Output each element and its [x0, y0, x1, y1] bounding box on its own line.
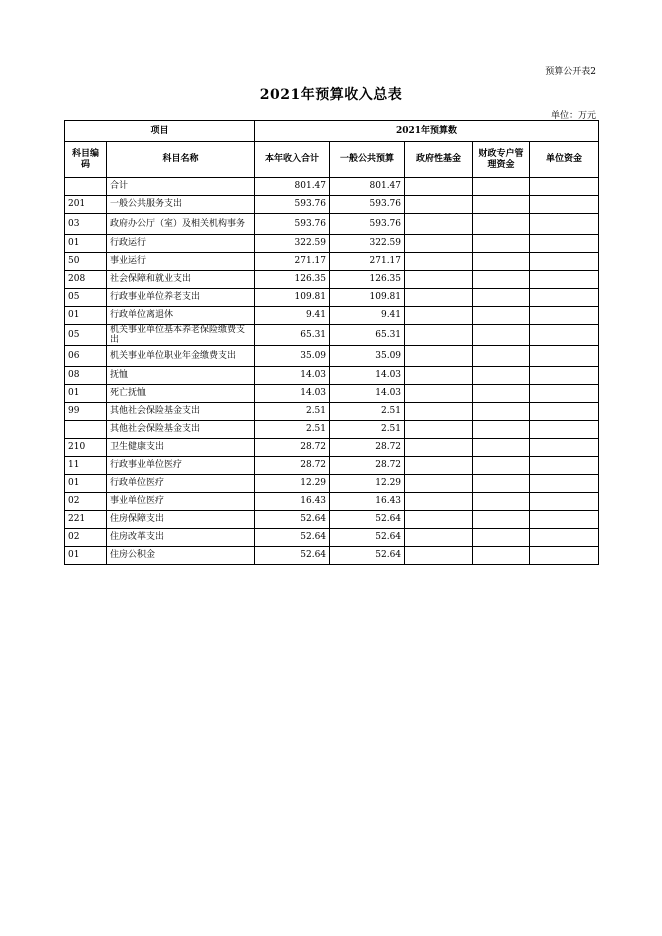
- unit-funds-cell: [530, 547, 599, 565]
- column-header-government-fund: 政府性基金: [405, 142, 473, 178]
- name-cell: 其他社会保险基金支出: [107, 403, 255, 421]
- general-budget-cell: 65.31: [330, 325, 405, 346]
- unit-funds-cell: [530, 403, 599, 421]
- table-row: [65, 253, 599, 271]
- special-account-cell: [473, 511, 530, 529]
- government-fund-cell: [405, 289, 473, 307]
- name-cell: 卫生健康支出: [107, 439, 255, 457]
- unit-funds-cell: [530, 271, 599, 289]
- table-row: [65, 289, 599, 307]
- special-account-cell: [473, 271, 530, 289]
- general-budget-cell: 52.64: [330, 511, 405, 529]
- name-cell: 行政事业单位医疗: [107, 457, 255, 475]
- government-fund-cell: [405, 178, 473, 196]
- name-cell: 死亡抚恤: [107, 385, 255, 403]
- general-budget-cell: 271.17: [330, 253, 405, 271]
- unit-funds-cell: [530, 196, 599, 214]
- government-fund-cell: [405, 385, 473, 403]
- unit-funds-cell: [530, 289, 599, 307]
- code-cell: [65, 178, 107, 196]
- unit-funds-cell: [530, 439, 599, 457]
- name-cell: 社会保障和就业支出: [107, 271, 255, 289]
- total-cell: 14.03: [255, 385, 330, 403]
- total-cell: 109.81: [255, 289, 330, 307]
- name-cell: 行政单位离退休: [107, 307, 255, 325]
- total-cell: 16.43: [255, 493, 330, 511]
- special-account-cell: [473, 235, 530, 253]
- unit-funds-cell: [530, 457, 599, 475]
- special-account-cell: [473, 475, 530, 493]
- total-cell: 593.76: [255, 214, 330, 235]
- name-cell: 合计: [107, 178, 255, 196]
- code-cell: 01: [65, 385, 107, 403]
- special-account-cell: [473, 421, 530, 439]
- column-header-special-account: 财政专户管理资金: [473, 142, 530, 178]
- general-budget-cell: 52.64: [330, 529, 405, 547]
- general-budget-cell: 28.72: [330, 439, 405, 457]
- code-cell: 99: [65, 403, 107, 421]
- special-account-cell: [473, 346, 530, 367]
- column-header-general-budget: 一般公共预算: [330, 142, 405, 178]
- column-header-code: 科目编码: [65, 142, 107, 178]
- table-number-label: 预算公开表2: [545, 67, 596, 77]
- unit-funds-cell: [530, 385, 599, 403]
- table-row: [65, 307, 599, 325]
- code-cell: [65, 421, 107, 439]
- code-cell: 03: [65, 214, 107, 235]
- general-budget-cell: 2.51: [330, 403, 405, 421]
- special-account-cell: [473, 325, 530, 346]
- table-row: [65, 214, 599, 235]
- total-cell: 28.72: [255, 439, 330, 457]
- column-header-name: 科目名称: [107, 142, 255, 178]
- general-budget-cell: 109.81: [330, 289, 405, 307]
- name-cell: 机关事业单位基本养老保险缴费支出: [107, 325, 255, 346]
- government-fund-cell: [405, 421, 473, 439]
- code-cell: 02: [65, 529, 107, 547]
- special-account-cell: [473, 439, 530, 457]
- name-cell: 住房公积金: [107, 547, 255, 565]
- general-budget-cell: 593.76: [330, 214, 405, 235]
- special-account-cell: [473, 214, 530, 235]
- table-row: [65, 475, 599, 493]
- table-row: [65, 271, 599, 289]
- general-budget-cell: 12.29: [330, 475, 405, 493]
- government-fund-cell: [405, 346, 473, 367]
- code-cell: 210: [65, 439, 107, 457]
- special-account-cell: [473, 493, 530, 511]
- budget-revenue-table: [64, 120, 599, 565]
- general-budget-cell: 126.35: [330, 271, 405, 289]
- government-fund-cell: [405, 403, 473, 421]
- total-cell: 271.17: [255, 253, 330, 271]
- table-row: [65, 367, 599, 385]
- special-account-cell: [473, 196, 530, 214]
- general-budget-cell: 2.51: [330, 421, 405, 439]
- table-row: [65, 547, 599, 565]
- government-fund-cell: [405, 457, 473, 475]
- name-cell: 其他社会保险基金支出: [107, 421, 255, 439]
- total-cell: 28.72: [255, 457, 330, 475]
- general-budget-cell: 9.41: [330, 307, 405, 325]
- table-row: [65, 493, 599, 511]
- code-cell: 208: [65, 271, 107, 289]
- total-cell: 2.51: [255, 403, 330, 421]
- code-cell: 05: [65, 289, 107, 307]
- table-row: [65, 529, 599, 547]
- unit-funds-cell: [530, 178, 599, 196]
- government-fund-cell: [405, 439, 473, 457]
- name-cell: 行政运行: [107, 235, 255, 253]
- total-cell: 322.59: [255, 235, 330, 253]
- code-cell: 50: [65, 253, 107, 271]
- total-cell: 2.51: [255, 421, 330, 439]
- unit-funds-cell: [530, 421, 599, 439]
- name-cell: 住房保障支出: [107, 511, 255, 529]
- government-fund-cell: [405, 271, 473, 289]
- unit-funds-cell: [530, 235, 599, 253]
- government-fund-cell: [405, 547, 473, 565]
- government-fund-cell: [405, 214, 473, 235]
- special-account-cell: [473, 547, 530, 565]
- table-row: [65, 196, 599, 214]
- name-cell: 一般公共服务支出: [107, 196, 255, 214]
- special-account-cell: [473, 385, 530, 403]
- general-budget-cell: 16.43: [330, 493, 405, 511]
- unit-funds-cell: [530, 493, 599, 511]
- total-cell: 52.64: [255, 529, 330, 547]
- table-row: [65, 439, 599, 457]
- code-cell: 221: [65, 511, 107, 529]
- general-budget-cell: 52.64: [330, 547, 405, 565]
- table-row: [65, 385, 599, 403]
- name-cell: 政府办公厅（室）及相关机构事务: [107, 214, 255, 235]
- government-fund-cell: [405, 196, 473, 214]
- column-header-unit-funds: 单位资金: [530, 142, 599, 178]
- code-cell: 08: [65, 367, 107, 385]
- general-budget-cell: 14.03: [330, 385, 405, 403]
- table-row: [65, 511, 599, 529]
- total-cell: 801.47: [255, 178, 330, 196]
- total-cell: 9.41: [255, 307, 330, 325]
- table-row: [65, 421, 599, 439]
- table-body: [65, 178, 599, 565]
- special-account-cell: [473, 403, 530, 421]
- name-cell: 事业单位医疗: [107, 493, 255, 511]
- column-header-total: 本年收入合计: [255, 142, 330, 178]
- special-account-cell: [473, 253, 530, 271]
- government-fund-cell: [405, 235, 473, 253]
- total-cell: 126.35: [255, 271, 330, 289]
- code-cell: 01: [65, 547, 107, 565]
- name-cell: 机关事业单位职业年金缴费支出: [107, 346, 255, 367]
- total-cell: 12.29: [255, 475, 330, 493]
- page-title: 2021年预算收入总表: [259, 87, 403, 103]
- code-cell: 11: [65, 457, 107, 475]
- total-cell: 52.64: [255, 511, 330, 529]
- table-row: [65, 325, 599, 346]
- unit-funds-cell: [530, 214, 599, 235]
- special-account-cell: [473, 529, 530, 547]
- special-account-cell: [473, 178, 530, 196]
- general-budget-cell: 593.76: [330, 196, 405, 214]
- special-account-cell: [473, 289, 530, 307]
- name-cell: 抚恤: [107, 367, 255, 385]
- total-cell: 65.31: [255, 325, 330, 346]
- general-budget-cell: 28.72: [330, 457, 405, 475]
- unit-funds-cell: [530, 325, 599, 346]
- general-budget-cell: 14.03: [330, 367, 405, 385]
- unit-funds-cell: [530, 253, 599, 271]
- unit-funds-cell: [530, 475, 599, 493]
- table-row: [65, 457, 599, 475]
- code-cell: 01: [65, 235, 107, 253]
- code-cell: 02: [65, 493, 107, 511]
- special-account-cell: [473, 457, 530, 475]
- unit-funds-cell: [530, 367, 599, 385]
- code-cell: 05: [65, 325, 107, 346]
- government-fund-cell: [405, 325, 473, 346]
- general-budget-cell: 322.59: [330, 235, 405, 253]
- government-fund-cell: [405, 367, 473, 385]
- unit-funds-cell: [530, 529, 599, 547]
- unit-funds-cell: [530, 346, 599, 367]
- table-row: [65, 346, 599, 367]
- unit-funds-cell: [530, 511, 599, 529]
- group-header-budget: 2021年预算数: [255, 121, 599, 142]
- total-cell: 14.03: [255, 367, 330, 385]
- name-cell: 行政事业单位养老支出: [107, 289, 255, 307]
- government-fund-cell: [405, 307, 473, 325]
- code-cell: 06: [65, 346, 107, 367]
- special-account-cell: [473, 307, 530, 325]
- total-cell: 593.76: [255, 196, 330, 214]
- code-cell: 01: [65, 475, 107, 493]
- code-cell: 201: [65, 196, 107, 214]
- government-fund-cell: [405, 475, 473, 493]
- general-budget-cell: 35.09: [330, 346, 405, 367]
- name-cell: 住房改革支出: [107, 529, 255, 547]
- name-cell: 行政单位医疗: [107, 475, 255, 493]
- group-header-item: 项目: [65, 121, 255, 142]
- name-cell: 事业运行: [107, 253, 255, 271]
- table-row: [65, 178, 599, 196]
- unit-funds-cell: [530, 307, 599, 325]
- government-fund-cell: [405, 493, 473, 511]
- table-row: [65, 235, 599, 253]
- government-fund-cell: [405, 253, 473, 271]
- code-cell: 01: [65, 307, 107, 325]
- government-fund-cell: [405, 511, 473, 529]
- unit-label: 单位：万元: [550, 111, 596, 121]
- total-cell: 35.09: [255, 346, 330, 367]
- table-row: [65, 403, 599, 421]
- special-account-cell: [473, 367, 530, 385]
- general-budget-cell: 801.47: [330, 178, 405, 196]
- government-fund-cell: [405, 529, 473, 547]
- total-cell: 52.64: [255, 547, 330, 565]
